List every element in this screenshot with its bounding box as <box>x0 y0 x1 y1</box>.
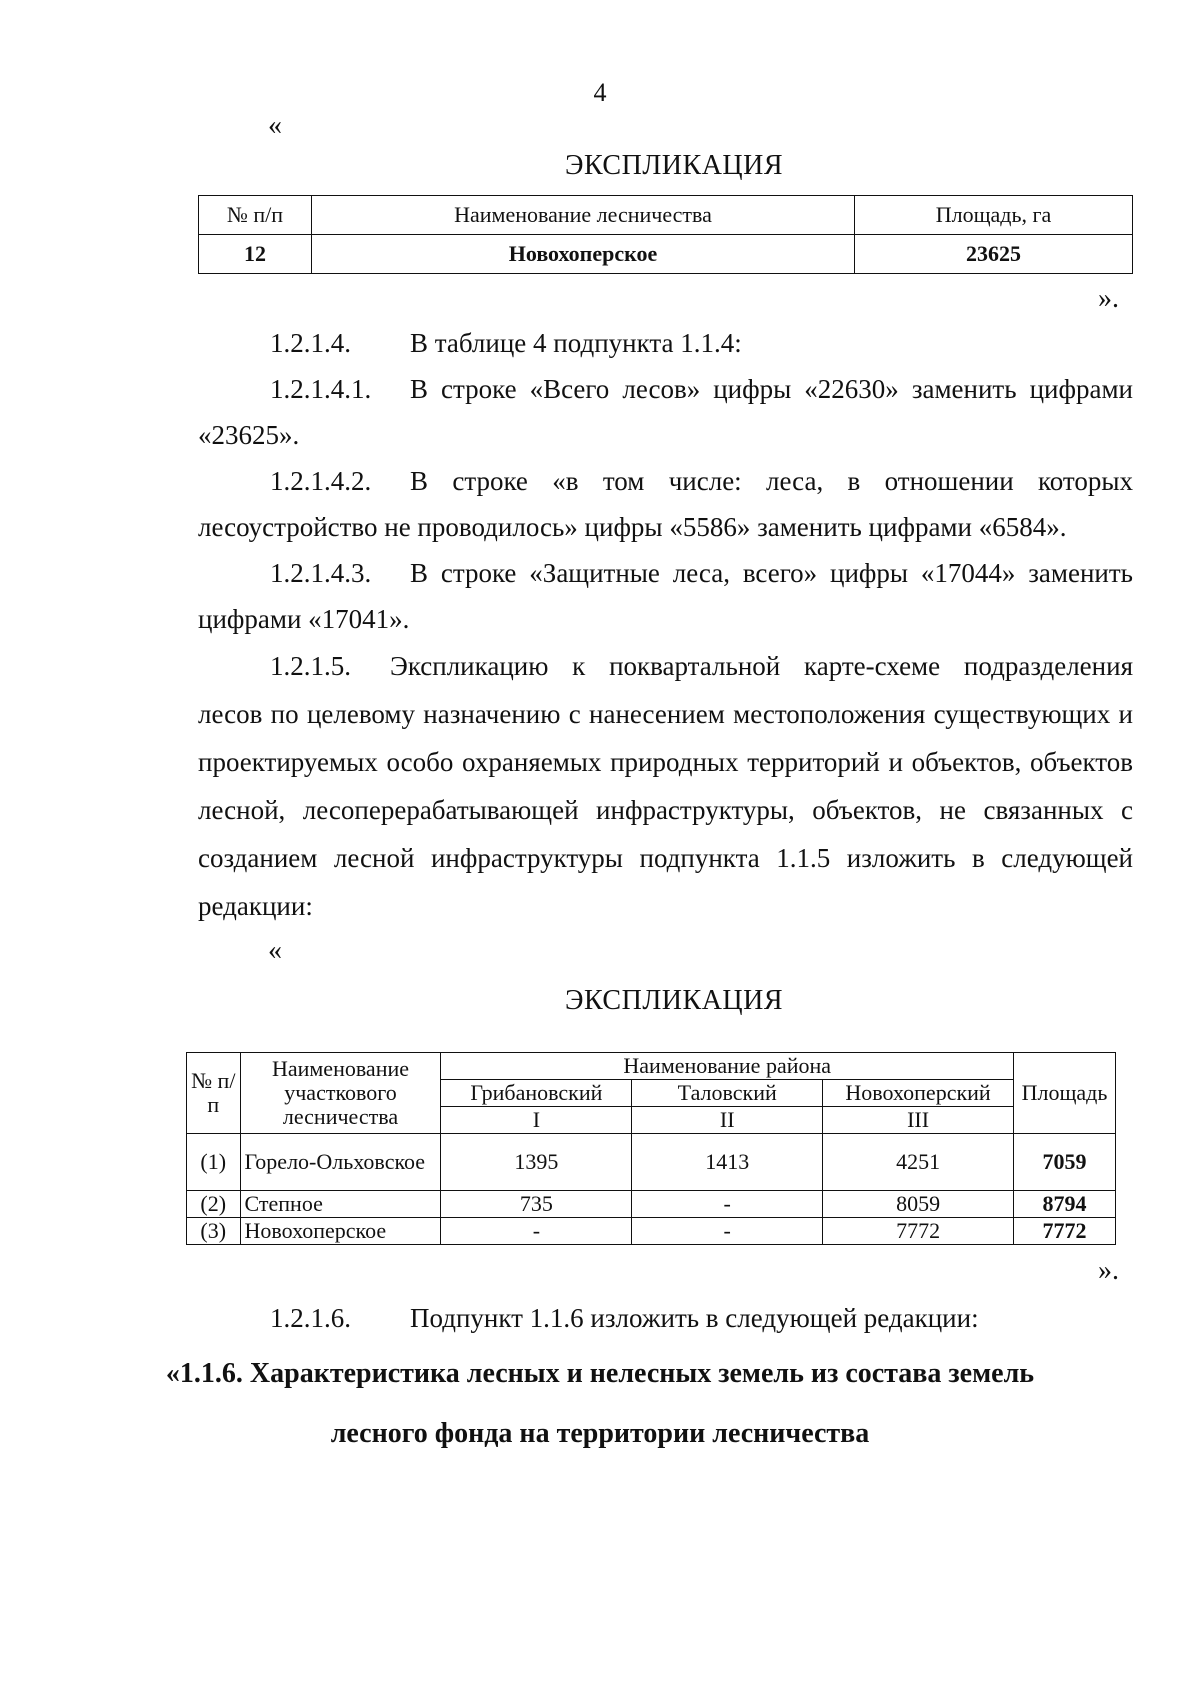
paragraph-1-2-1-6 <box>198 1295 1133 1341</box>
table-row <box>187 1134 1116 1191</box>
cell-name: Новохоперское <box>240 1218 441 1245</box>
cell-area: 7772 <box>1013 1218 1115 1245</box>
cell-num: (3) <box>187 1218 241 1245</box>
cell-value: 1413 <box>632 1134 823 1191</box>
explication-table-1 <box>198 195 1133 274</box>
cell-value: - <box>441 1218 632 1245</box>
cell-area: 7059 <box>1013 1134 1115 1191</box>
page-number: 4 <box>593 78 607 107</box>
table-row <box>187 1218 1116 1245</box>
table1-heading: ЭКСПЛИКАЦИЯ <box>564 150 784 181</box>
cell-area: 23625 <box>855 235 1133 274</box>
paragraph-number: 1.2.1.4.3. <box>270 558 372 588</box>
table-header-row <box>199 196 1133 235</box>
opening-quote-2: « <box>268 935 282 966</box>
paragraph-text: В строке «Всего лесов» цифры «22630» заменить цифрами «23625». <box>198 374 1133 450</box>
explication-table-2 <box>186 1052 1116 1245</box>
paragraph-1-2-1-4-1 <box>198 366 1133 458</box>
paragraph-1-2-1-4 <box>198 320 1133 366</box>
paragraph-text: В строке «в том числе: леса, в отношении которых лесоустройство не проводилось» цифры «5586» заменить цифрами «6584». <box>198 466 1133 542</box>
paragraph-number: 1.2.1.5. <box>270 651 351 681</box>
table2-heading: ЭКСПЛИКАЦИЯ <box>564 985 784 1016</box>
closing-quote-1: ». <box>1098 283 1119 314</box>
cell-name: Степное <box>240 1191 441 1218</box>
header-cell-district: Наименование района <box>441 1053 1014 1080</box>
cell-value: 735 <box>441 1191 632 1218</box>
section-title-line-2: лесного фонда на территории лесничества <box>330 1418 870 1449</box>
opening-quote-1: « <box>268 110 282 141</box>
closing-quote-2: ». <box>1098 1255 1119 1286</box>
cell-num: (1) <box>187 1134 241 1191</box>
cell-name: Новохоперское <box>312 235 855 274</box>
header-cell-name: Наименование лесничества <box>312 196 855 235</box>
cell-num: (2) <box>187 1191 241 1218</box>
paragraph-number: 1.2.1.6. <box>270 1303 351 1333</box>
cell-value: - <box>632 1218 823 1245</box>
table-header-row <box>187 1053 1116 1080</box>
header-cell-code-2: II <box>632 1107 823 1134</box>
paragraph-1-2-1-5 <box>198 642 1133 930</box>
paragraph-number: 1.2.1.4. <box>270 328 351 358</box>
section-title-line-1: «1.1.6. Характеристика лесных и нелесных земель из состава земель <box>165 1358 1035 1389</box>
table-row <box>199 235 1133 274</box>
paragraph-1-2-1-4-3 <box>198 550 1133 642</box>
paragraph-number: 1.2.1.4.1. <box>270 374 372 404</box>
header-cell-area: Площадь, га <box>855 196 1133 235</box>
header-cell-area: Площадь <box>1013 1053 1115 1134</box>
paragraph-text: Подпункт 1.1.6 изложить в следующей редакции: <box>410 1303 979 1333</box>
cell-num: 12 <box>199 235 312 274</box>
cell-value: 1395 <box>441 1134 632 1191</box>
paragraph-text: Экспликацию к поквартальной карте-схеме подразделения лесов по целевому назначению с нанесением местоположения существующих и проектируемых особо охраняемых природных территорий и объектов, объектов лесной, лесоперерабатывающей инфраструктуры, объектов, не связанных с созданием лесной инфраструктуры подпункта 1.1.5 изложить в следующей редакции: <box>198 651 1133 921</box>
cell-value: 4251 <box>823 1134 1014 1191</box>
header-cell-code-1: I <box>441 1107 632 1134</box>
paragraph-1-2-1-4-2 <box>198 458 1133 550</box>
header-cell-name: Наименование участкового лесничества <box>240 1053 441 1134</box>
paragraph-text: В строке «Защитные леса, всего» цифры «17044» заменить цифрами «17041». <box>198 558 1133 634</box>
header-cell-code-3: III <box>823 1107 1014 1134</box>
header-cell-district-1: Грибановский <box>441 1080 632 1107</box>
header-cell-district-3: Новохоперский <box>823 1080 1014 1107</box>
cell-value: 7772 <box>823 1218 1014 1245</box>
paragraph-text: В таблице 4 подпункта 1.1.4: <box>410 328 742 358</box>
cell-area: 8794 <box>1013 1191 1115 1218</box>
table-row <box>187 1191 1116 1218</box>
header-cell-num: № п/п <box>199 196 312 235</box>
cell-name: Горело-Ольховское <box>240 1134 441 1191</box>
paragraph-number: 1.2.1.4.2. <box>270 466 372 496</box>
cell-value: - <box>632 1191 823 1218</box>
cell-value: 8059 <box>823 1191 1014 1218</box>
header-cell-num: № п/п <box>187 1053 241 1134</box>
header-cell-district-2: Таловский <box>632 1080 823 1107</box>
